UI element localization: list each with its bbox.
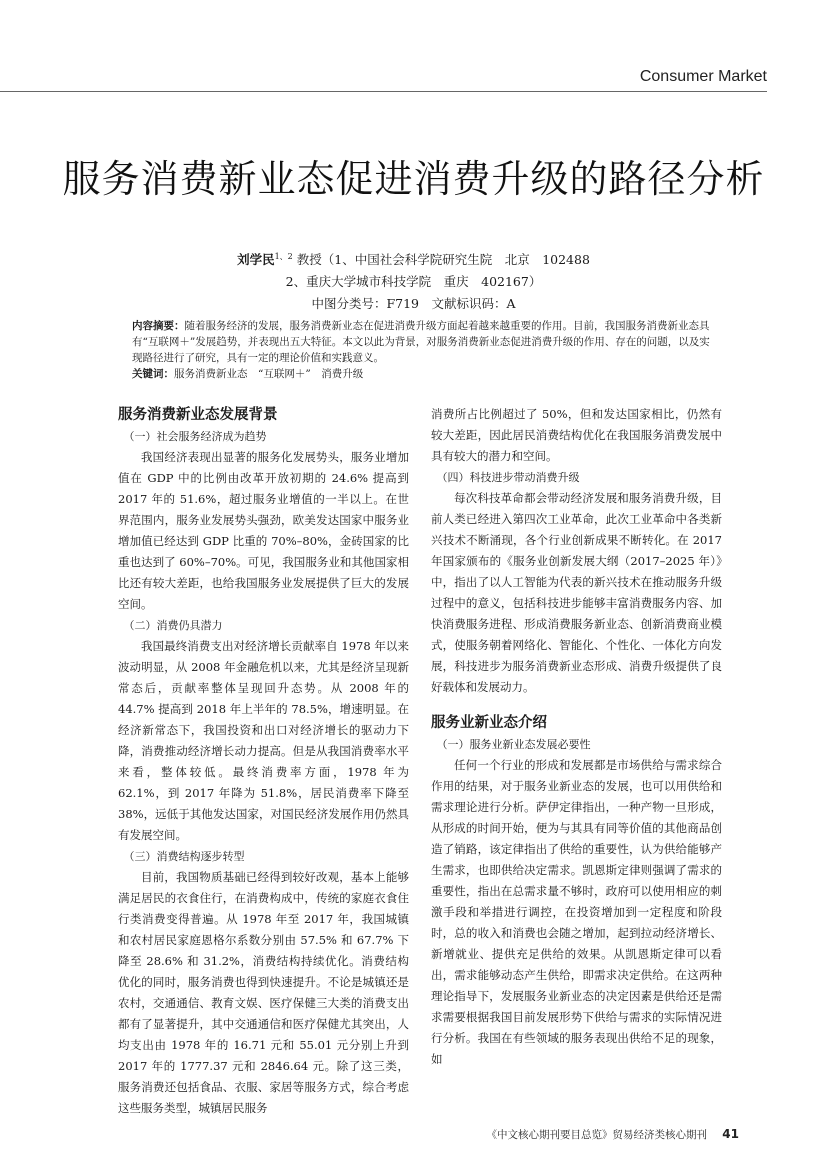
body-paragraph: 每次科技革命都会带动经济发展和服务消费升级，目前人类已经进入第四次工业革命，此次工业革命中各类新兴技术不断涌现，各个行业创新成果不断转化。在 2017 年国家颁布的《服务业创新发展大纲（2017–2025 年）》中，指出了以人工智能为代表的新兴技术在推动服务升级过程中的意义，包括科技进步能够丰富消费服务内容、加快消费服务进程、形成消费服务新业态、创新消费商业模式，使服务朝着网络化、智能化、个性化、一体化方向发展，科技进步为服务消费新业态形成、消费升级提供了良好载体和发展动力。: [431, 491, 722, 694]
subsection-heading: （二）消费仍具潜力: [123, 619, 223, 632]
author-block: [0, 246, 827, 315]
section-heading: 服务业新业态介绍: [431, 715, 547, 731]
journal-index-note: 《中文核心期刊要目总览》贸易经济类核心期刊: [486, 1129, 707, 1141]
page-number: 41: [722, 1127, 739, 1141]
author-name: 刘学民: [237, 252, 275, 268]
author-line-1: [0, 246, 827, 271]
body-paragraph: 我国经济表现出显著的服务化发展势头，服务业增加值在 GDP 中的比例由改革开放初期的 24.6% 提高到 2017 年的 51.6%，超过服务业增值的一半以上。在世界范围内，服务业发展势头强劲，欧美发达国家中服务业增加值已经达到 GDP 比重的 70%–80%，金砖国家的比重也达到了 60%–70%。可见，我国服务业和其他国家相比还有较大差距，也给我国服务业发展提供了巨大的发展空间。: [118, 450, 409, 611]
right-column: [431, 404, 722, 1070]
subsection-heading: （三）消费结构逐步转型: [123, 850, 245, 863]
section-heading: 服务消费新业态发展背景: [118, 407, 278, 423]
article-title: 服务消费新业态促进消费升级的路径分析: [62, 157, 765, 201]
keywords: [132, 366, 712, 382]
subsection-heading: （一）社会服务经济成为趋势: [123, 430, 267, 443]
body-paragraph: 任何一个行业的形成和发展都是市场供给与需求综合作用的结果，对于服务业新业态的发展，也可以用供给和需求理论进行分析。萨伊定律指出，一种产物一旦形成，从形成的时间开始，便为与其具有同等价值的其他商品创造了销路，该定律指出了供给的重要性，认为供给能够产生需求，也即供给决定需求。凯恩斯定律则强调了需求的重要性，指出在总需求量不够时，政府可以使用相应的刺激手段和举措进行调控，在投资增加到一定程度和阶段时，总的收入和消费也会随之增加，起到拉动经济增长、新增就业、提供充足供给的效果。从凯恩斯定律可以看出，需求能够动态产生供给，即需求决定供给。在这两种理论指导下，发展服务业新业态的决定因素是供给还是需求需要根据我国目前发展形势下供给与需求的实际情况进行分析。我国在有些领域的服务表现出供给不足的现象，如: [431, 758, 722, 1066]
author-affiliation-1: 教授（1、中国社会科学院研究生院 北京 102488: [296, 252, 590, 268]
subsection-heading: （一）服务业新业态发展必要性: [436, 738, 591, 751]
body-paragraph: 目前，我国物质基础已经得到较好改观，基本上能够满足居民的衣食住行，在消费构成中，传统的家庭衣食住行类消费变得普遍。从 1978 年至 2017 年，我国城镇和农村居民家庭恩格尔系数分别由 57.5% 和 67.7% 下降至 28.6% 和 31.2%，消费结构持续优化。消费结构优化的同时，服务消费也得到快速提升。不论是城镇还是农村，交通通信、教育文娱、医疗保健三大类的消费支出都有了显著提升，其中交通通信和医疗保健尤其突出，人均支出由 1978 年的 16.71 元和 55.01 元分别上升到 2017 年的 1777.37 元和 2846.64 元。除了这三类，服务消费还包括食品、衣服、家居等服务方式，综合考虑这些服务类型，城镇居民服务: [118, 870, 409, 1115]
section-spacer: [431, 698, 722, 712]
body-paragraph: 我国最终消费支出对经济增长贡献率自 1978 年以来波动明显，从 2008 年金融危机以来，尤其是经济呈现新常态后，贡献率整体呈现回升态势。从 2008 年的 44.7% 提高到 2018 年上半年的 78.5%，增速明显。在经济新常态下，我国投资和出口对经济增长的驱动力下降，消费推动经济增长动力提高。但是从我国消费率水平来看，整体较低。最终消费率方面，1978 年为 62.1%，到 2017 年降为 51.8%，居民消费率下降至 38%，远低于其他发达国家，对国民经济发展作用仍然具有发展空间。: [118, 639, 409, 842]
journal-section-label: Consumer Market: [639, 68, 767, 85]
page-footer: [486, 1127, 739, 1142]
classification-codes: 中图分类号：F719 文献标识码：A: [311, 296, 516, 312]
subsection-heading: （四）科技进步带动消费升级: [436, 471, 580, 484]
author-affiliation-2: 2、重庆大学城市科技学院 重庆 402167）: [285, 274, 542, 290]
abstract-block: [132, 318, 712, 382]
left-column: [118, 404, 409, 1119]
abstract-text: 随着服务经济的发展，服务消费新业态在促进消费升级方面起着越来越重要的作用。目前，我国服务消费新业态具有“互联网＋”发展趋势，并表现出五大特征。本文以此为背景，对服务消费新业态促进消费升级的作用、存在的问题，以及实现路径进行了研究，具有一定的理论价值和实践意义。: [132, 320, 710, 364]
keywords-text: 服务消费新业态 “互联网＋” 消费升级: [174, 368, 364, 380]
keywords-label: 关键词：: [132, 368, 174, 380]
body-paragraph-continued: 消费所占比例超过了 50%，但和发达国家相比，仍然有较大差距，因此居民消费结构优化在我国服务消费发展中具有较大的潜力和空间。: [431, 407, 722, 463]
abstract: [132, 318, 712, 366]
abstract-label: 内容摘要：: [132, 320, 185, 332]
author-affiliation-marks: 1、2: [274, 252, 293, 261]
header-divider: [0, 91, 767, 92]
